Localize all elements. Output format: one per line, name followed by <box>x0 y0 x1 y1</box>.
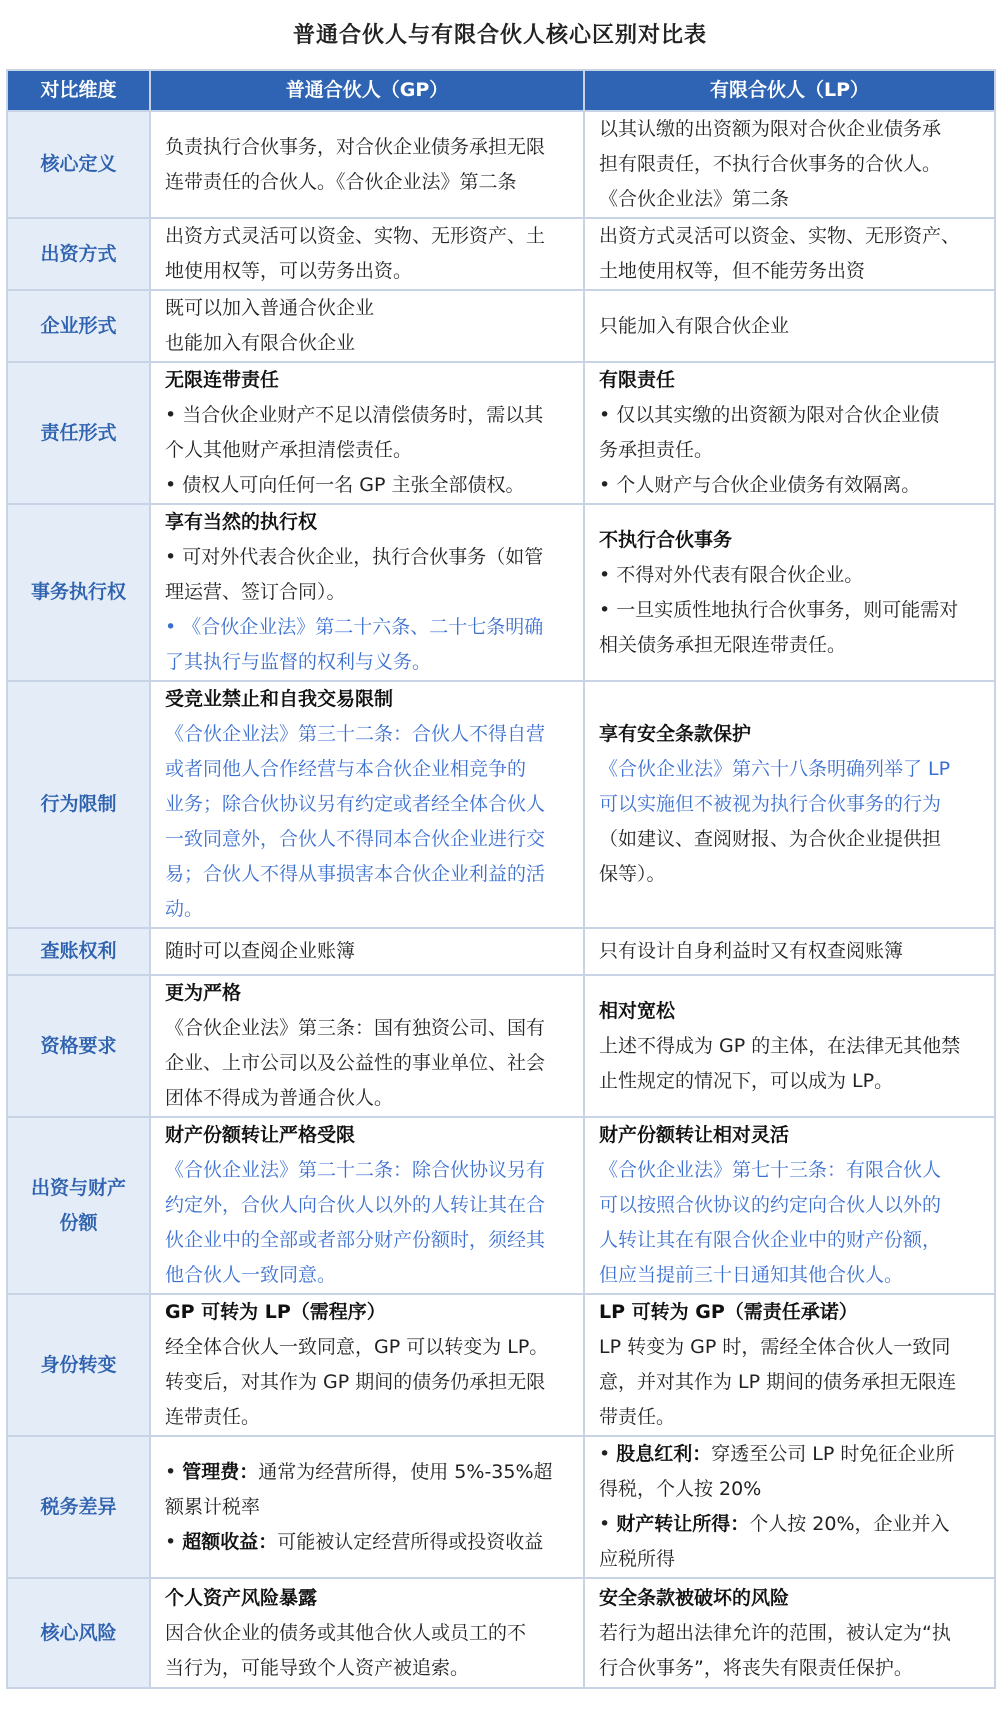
cell-text: 连带责任。 <box>165 1406 261 1428</box>
cell-text: 转变后，对其作为 GP 期间的债务仍承担无限 <box>165 1371 546 1393</box>
cell-text: 出资方式灵活可以资金、实物、无形资产、土 <box>165 225 546 247</box>
gp-cell <box>150 1436 584 1578</box>
header-lp: 有限合伙人（LP） <box>584 70 995 111</box>
table-row <box>7 928 995 975</box>
table-row <box>7 1436 995 1578</box>
row-dimension: 身份转变 <box>7 1294 150 1436</box>
table-row <box>7 681 995 928</box>
lp-cell <box>584 1117 995 1294</box>
cell-text: 《合伙企业法》第三条：国有独资公司、国有 <box>165 1017 546 1039</box>
tax-key: 管理费： <box>182 1460 259 1483</box>
cell-text: 止性规定的情况下，可以成为 LP。 <box>599 1069 894 1092</box>
bullet-text: • 一旦实质性地执行合伙事务，则可能需对 <box>599 593 980 628</box>
bullet-text: • 当合伙企业财产不足以清偿债务时，需以其 <box>165 398 569 433</box>
lp-cell <box>584 975 995 1117</box>
cell-text: 伙企业中的全部或者部分财产份额时，须经其 <box>165 1229 546 1251</box>
table-row <box>7 1117 995 1294</box>
row-dimension: 资格要求 <box>7 975 150 1117</box>
cell-text: 约定外，合伙人向合伙人以外的人转让其在合 <box>165 1194 546 1216</box>
cell-text: 负责执行合伙事务，对合伙企业债务承担无限 <box>165 135 546 158</box>
table-row <box>7 362 995 504</box>
cell-heading: 享有安全条款保护 <box>599 723 752 745</box>
cell-heading: 更为严格 <box>165 982 242 1004</box>
gp-cell: 随时可以查阅企业账簿 <box>150 928 584 975</box>
cell-heading: 无限连带责任 <box>165 369 280 391</box>
cell-text: 一致同意外，合伙人不得同本合伙企业进行交 <box>165 828 546 850</box>
cell-heading: 安全条款被破坏的风险 <box>599 1586 790 1609</box>
lp-cell <box>584 1578 995 1688</box>
cell-text: 他合伙人一致同意。 <box>165 1264 337 1286</box>
cell-text: 连带责任的合伙人。《合伙企业法》第二条 <box>165 170 517 193</box>
cell-heading: GP 可转为 LP（需程序） <box>165 1301 386 1323</box>
lp-cell <box>584 111 995 218</box>
cell-text: 理运营、签订合同）。 <box>165 581 346 603</box>
dimension-line: 份额 <box>59 1211 98 1234</box>
cell-text: 企业、上市公司以及公益性的事业单位、社会 <box>165 1052 546 1074</box>
bullet-text <box>599 1507 980 1542</box>
row-dimension: 核心风险 <box>7 1578 150 1688</box>
lp-cell <box>584 362 995 504</box>
gp-cell <box>150 681 584 928</box>
cell-text: 但应当提前三十日通知其他合伙人。 <box>599 1264 904 1286</box>
cell-text: 应税所得 <box>599 1548 676 1570</box>
cell-text: 保等）。 <box>599 863 666 885</box>
cell-text: 《合伙企业法》第六十八条明确列举了 LP <box>599 758 951 780</box>
cell-heading: 有限责任 <box>599 369 676 391</box>
lp-cell <box>584 218 995 290</box>
row-dimension: 查账权利 <box>7 928 150 975</box>
row-dimension: 责任形式 <box>7 362 150 504</box>
cell-text: 以其认缴的出资额为限对合伙企业债务承 <box>599 118 942 140</box>
cell-text: 人转让其在有限合伙企业中的财产份额， <box>599 1229 942 1251</box>
gp-cell <box>150 111 584 218</box>
table-row <box>7 504 995 681</box>
cell-text: 《合伙企业法》第二条 <box>599 188 790 210</box>
table-row <box>7 1578 995 1688</box>
cell-text: 业务；除合伙协议另有约定或者经全体合伙人 <box>165 793 546 815</box>
header-gp: 普通合伙人（GP） <box>150 70 584 111</box>
gp-cell <box>150 1117 584 1294</box>
gp-cell <box>150 975 584 1117</box>
gp-cell <box>150 504 584 681</box>
table-row <box>7 1294 995 1436</box>
cell-heading: 财产份额转让严格受限 <box>165 1124 356 1146</box>
table-row <box>7 290 995 362</box>
cell-text: 只能加入有限合伙企业 <box>599 314 790 337</box>
cell-text: 也能加入有限合伙企业 <box>165 332 356 354</box>
bullet-text: • 不得对外代表有限合伙企业。 <box>599 558 980 593</box>
header-dimension: 对比维度 <box>7 70 150 111</box>
cell-text: 可以实施但不被视为执行合伙事务的行为 <box>599 793 942 815</box>
cell-text: 既可以加入普通合伙企业 <box>165 297 375 319</box>
cell-text: 上述不得成为 GP 的主体，在法律无其他禁 <box>599 1034 961 1057</box>
cell-heading: 享有当然的执行权 <box>165 511 318 533</box>
cell-text: 土地使用权等，但不能劳务出资 <box>599 260 866 282</box>
lp-cell <box>584 504 995 681</box>
bullet-text: • 可对外代表合伙企业，执行合伙事务（如管 <box>165 540 569 575</box>
cell-text: 行合伙事务”，将丧失有限责任保护。 <box>599 1656 913 1679</box>
cell-text: 出资方式灵活可以资金、实物、无形资产、 <box>599 225 961 247</box>
row-dimension: 出资方式 <box>7 218 150 290</box>
table-row <box>7 111 995 218</box>
cell-text: 因合伙企业的债务或其他合伙人或员工的不 <box>165 1621 527 1644</box>
cell-text: 或者同他人合作经营与本合伙企业相竞争的 <box>165 758 527 780</box>
cell-text: 得税，个人按 20% <box>599 1478 762 1500</box>
bullet-text <box>599 1437 980 1472</box>
table-header-row <box>7 70 995 111</box>
dimension-line: 出资与财产 <box>30 1176 126 1199</box>
lp-cell <box>584 1436 995 1578</box>
cell-text: （如建议、查阅财报、为合伙企业提供担 <box>599 828 942 850</box>
row-dimension <box>7 1117 150 1294</box>
row-dimension: 事务执行权 <box>7 504 150 681</box>
gp-cell <box>150 290 584 362</box>
cell-text: 《合伙企业法》第二十二条：除合伙协议另有 <box>165 1159 546 1181</box>
bullet-text: • 仅以其实缴的出资额为限对合伙企业债 <box>599 398 980 433</box>
cell-heading: LP 可转为 GP（需责任承诺） <box>599 1301 858 1323</box>
cell-text: 相关债务承担无限连带责任。 <box>599 633 847 656</box>
cell-heading: 财产份额转让相对灵活 <box>599 1124 790 1146</box>
cell-text: LP 转变为 GP 时，需经全体合伙人一致同 <box>599 1336 951 1358</box>
cell-text: 了其执行与监督的权利与义务。 <box>165 651 432 673</box>
bullet-text <box>165 1455 569 1490</box>
cell-text: 《合伙企业法》第七十三条：有限合伙人 <box>599 1159 942 1181</box>
cell-text: 担有限责任，不执行合伙事务的合伙人。 <box>599 153 942 175</box>
gp-cell <box>150 362 584 504</box>
bullet-text: • 《合伙企业法》第二十六条、二十七条明确 <box>165 610 569 645</box>
page-title: 普通合伙人与有限合伙人核心区别对比表 <box>292 23 707 48</box>
cell-text: 个人其他财产承担清偿责任。 <box>165 439 413 461</box>
cell-text: 带责任。 <box>599 1406 676 1428</box>
cell-text: 额累计税率 <box>165 1495 261 1518</box>
row-dimension: 核心定义 <box>7 111 150 218</box>
row-dimension: 行为限制 <box>7 681 150 928</box>
lp-cell <box>584 290 995 362</box>
cell-text: 经全体合伙人一致同意，GP 可以转变为 LP。 <box>165 1336 549 1358</box>
cell-text: 当行为，可能导致个人资产被追索。 <box>165 1656 470 1679</box>
table-row <box>7 975 995 1117</box>
cell-text: 务承担责任。 <box>599 439 714 461</box>
cell-text: 可以按照合伙协议的约定向合伙人以外的 <box>599 1194 942 1216</box>
cell-heading: 个人资产风险暴露 <box>165 1586 318 1609</box>
cell-text: 易；合伙人不得从事损害本合伙企业利益的活 <box>165 863 546 885</box>
cell-text: 若行为超出法律允许的范围，被认定为“执 <box>599 1621 951 1644</box>
gp-cell <box>150 218 584 290</box>
gp-cell <box>150 1578 584 1688</box>
lp-cell: 只有设计自身利益时又有权查阅账簿 <box>584 928 995 975</box>
cell-heading: 不执行合伙事务 <box>599 528 733 551</box>
tax-value: 通常为经营所得，使用 5%-35%超 <box>258 1460 553 1483</box>
cell-text: 团体不得成为普通合伙人。 <box>165 1087 394 1109</box>
row-dimension: 企业形式 <box>7 290 150 362</box>
tax-value: 可能被认定经营所得或投资收益 <box>277 1530 544 1553</box>
lp-cell <box>584 1294 995 1436</box>
comparison-table <box>6 69 996 1689</box>
tax-value: 穿透至公司 LP 时免征企业所 <box>711 1443 955 1465</box>
bullet-text: • 债权人可向任何一名 GP 主张全部债权。 <box>165 468 569 503</box>
cell-text: 动。 <box>165 898 204 920</box>
bullet-text <box>165 1525 569 1560</box>
tax-key: 财产转让所得： <box>616 1513 750 1535</box>
bullet-text: • 个人财产与合伙企业债务有效隔离。 <box>599 468 980 503</box>
cell-heading: 受竞业禁止和自我交易限制 <box>165 688 394 710</box>
cell-text: 意，并对其作为 LP 期间的债务承担无限连 <box>599 1371 957 1393</box>
table-row <box>7 218 995 290</box>
cell-text: 《合伙企业法》第三十二条：合伙人不得自营 <box>165 723 546 745</box>
tax-key: 股息红利： <box>616 1443 712 1465</box>
tax-value: 个人按 20%，企业并入 <box>749 1513 950 1535</box>
tax-key: 超额收益： <box>182 1530 278 1553</box>
gp-cell <box>150 1294 584 1436</box>
lp-cell <box>584 681 995 928</box>
cell-heading: 相对宽松 <box>599 999 676 1022</box>
cell-text: 地使用权等，可以劳务出资。 <box>165 260 413 282</box>
row-dimension: 税务差异 <box>7 1436 150 1578</box>
